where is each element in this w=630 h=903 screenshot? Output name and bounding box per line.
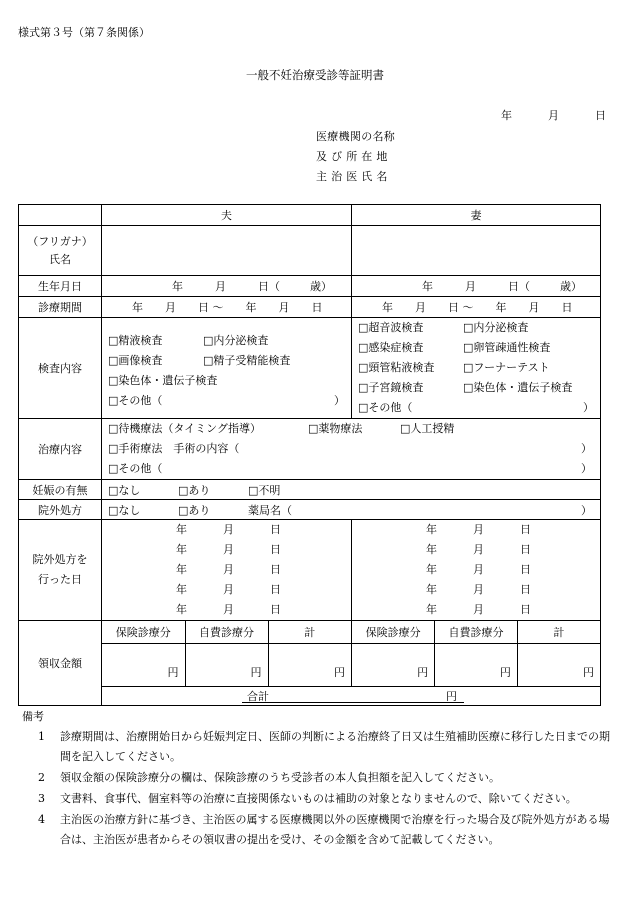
wife-period-field[interactable] [352, 297, 601, 318]
checkbox[interactable] [463, 341, 473, 354]
document-title: 一般不妊治療受診等証明書 [246, 68, 384, 82]
institution-name-label: 医療機関の名称 [316, 130, 396, 143]
pregnancy-option: あり [188, 483, 211, 497]
name-label: 氏名 [49, 252, 71, 266]
checkbox[interactable] [203, 354, 213, 367]
month-unit: 月 [465, 280, 476, 293]
treatment-option-surgery: 手術療法 手術の内容（ [118, 442, 240, 455]
subtotal-fee-field[interactable] [517, 643, 600, 686]
exam-option: 画像検査 [118, 354, 163, 367]
checkbox[interactable] [108, 462, 118, 475]
exam-option: 超音波検査 [368, 321, 424, 334]
month-unit: 月 [473, 523, 484, 536]
yen-unit: 円 [167, 666, 179, 679]
year-unit: 年 [176, 583, 187, 596]
checkbox[interactable] [108, 484, 118, 497]
year-unit: 年 [426, 563, 437, 576]
pregnancy-cell [102, 480, 601, 500]
grand-total-label: 合計 [247, 690, 269, 703]
self-pay-fee-header: 自費診療分 [185, 621, 268, 643]
wife-name-field[interactable] [352, 226, 601, 276]
outside-rx-cell [102, 500, 601, 520]
month-unit: 月 [215, 280, 226, 293]
checkbox[interactable] [108, 504, 118, 517]
insurance-fee-field[interactable] [102, 643, 185, 686]
pregnancy-option: 不明 [258, 483, 281, 497]
age-open: （ [519, 280, 530, 293]
checkbox[interactable] [178, 484, 188, 497]
day-unit: 日 [520, 523, 531, 536]
yen-unit: 円 [334, 666, 345, 679]
fee-label: 領収金額 [19, 621, 102, 706]
exam-option: 染色体・遺伝子検査 [118, 374, 218, 387]
day-unit: 日 [520, 603, 531, 616]
month-unit: 月 [473, 563, 484, 576]
exam-option: 内分泌検査 [473, 321, 529, 334]
outside-rx-dates-label-line1: 院外処方を [32, 553, 88, 566]
notes-heading: 備考 [22, 710, 44, 723]
month-unit: 月 [165, 301, 176, 314]
outside-rx-label: 院外処方 [19, 500, 102, 520]
treatment-option: 薬物療法 [318, 422, 363, 435]
exam-option-other: その他（ [118, 394, 163, 407]
husband-birthdate-field[interactable] [102, 276, 352, 297]
exam-option: 染色体・遺伝子検査 [473, 381, 573, 394]
note-item [24, 727, 612, 767]
insurance-fee-header: 保険診療分 [102, 621, 185, 643]
name-label-cell [19, 226, 102, 276]
year-unit: 年 [422, 280, 433, 293]
date-year-label: 年 [501, 109, 512, 122]
checkbox[interactable] [203, 334, 213, 347]
grand-total-cell[interactable] [102, 687, 601, 706]
month-unit: 月 [473, 603, 484, 616]
husband-rx-dates-cell[interactable] [102, 520, 352, 621]
birthdate-label: 生年月日 [19, 276, 102, 297]
close-paren: ） [581, 503, 592, 517]
treatment-option: 待機療法（タイミング指導） [118, 422, 261, 435]
wife-fee-table [352, 621, 600, 686]
day-unit: 日 [198, 301, 209, 314]
checkbox[interactable] [248, 484, 258, 497]
pregnancy-label: 妊娠の有無 [19, 480, 102, 500]
checkbox[interactable] [108, 394, 118, 407]
year-unit: 年 [132, 301, 143, 314]
checkbox[interactable] [308, 422, 318, 435]
wife-birthdate-field[interactable] [352, 276, 601, 297]
husband-exam-cell [102, 318, 352, 419]
notes-section [24, 708, 612, 850]
month-unit: 月 [278, 301, 290, 314]
insurance-fee-header: 保険診療分 [352, 621, 435, 643]
pregnancy-option: なし [118, 483, 141, 497]
exam-option: フーナーテスト [473, 361, 550, 374]
year-unit: 年 [176, 563, 187, 576]
checkbox[interactable] [463, 361, 473, 374]
wife-fee-cell [352, 621, 601, 687]
month-unit: 月 [223, 603, 234, 616]
note-number: 1 [38, 730, 45, 743]
day-unit: 日 [520, 583, 531, 596]
insurance-fee-field[interactable] [352, 643, 435, 686]
note-text: 文書料、食事代、個室料等の治療に直接関係ないものは補助の対象となりませんので、除いてください。 [60, 792, 577, 805]
exam-option: 子宮鏡検査 [368, 381, 424, 394]
year-unit: 年 [176, 603, 187, 616]
husband-period-field[interactable] [102, 297, 352, 318]
note-number: 2 [38, 771, 45, 784]
exam-option: 内分泌検査 [213, 334, 269, 347]
outside-rx-option: なし [118, 503, 141, 517]
checkbox[interactable] [358, 401, 368, 414]
year-unit: 年 [245, 301, 257, 314]
exam-option: 頸管粘液検査 [368, 361, 435, 374]
checkbox[interactable] [358, 321, 368, 334]
day-unit: 日 [311, 301, 323, 314]
year-unit: 年 [382, 301, 393, 314]
outside-rx-dates-label [19, 520, 102, 621]
day-unit: 日 [270, 603, 281, 616]
note-text: 領収金額の保険診療分の欄は、保険診療のうち受診者の本人負担額を記入してください。 [60, 771, 500, 784]
day-unit: 日 [270, 563, 281, 576]
yen-unit: 円 [583, 666, 594, 679]
treatment-label: 治療内容 [19, 419, 102, 480]
day-unit: 日 [448, 301, 459, 314]
exam-option: 精液検査 [118, 334, 163, 347]
day-unit: 日 [270, 543, 281, 556]
note-item [24, 789, 612, 809]
exam-option: 精子受精能検査 [213, 354, 291, 367]
note-text: 診療期間は、治療開始日から妊娠判定日、医師の判断による治療終了日又は生殖補助医療に移行した日までの期間を記入してください。 [60, 730, 610, 763]
pharmacy-name-label: 薬局名（ [248, 503, 292, 517]
note-number: 4 [38, 813, 45, 826]
age-close: 歳） [310, 280, 332, 293]
certificate-table [18, 204, 601, 706]
self-pay-fee-field[interactable] [185, 643, 268, 686]
checkbox[interactable] [108, 374, 118, 387]
month-unit: 月 [223, 523, 234, 536]
day-unit: 日 [270, 583, 281, 596]
self-pay-fee-header: 自費診療分 [435, 621, 518, 643]
range-tilde: 〜 [212, 301, 224, 314]
subtotal-fee-header: 計 [268, 621, 351, 643]
col-husband-header: 夫 [102, 205, 352, 226]
year-unit: 年 [172, 280, 183, 293]
month-unit: 月 [223, 563, 234, 576]
exam-option: 感染症検査 [368, 341, 424, 354]
checkbox[interactable] [358, 381, 368, 394]
year-unit: 年 [426, 603, 437, 616]
year-unit: 年 [426, 523, 437, 536]
yen-unit: 円 [250, 666, 262, 679]
exam-option: 卵管疎通性検査 [473, 341, 551, 354]
month-unit: 月 [473, 543, 484, 556]
checkbox[interactable] [400, 422, 410, 435]
checkbox[interactable] [358, 361, 368, 374]
year-unit: 年 [495, 301, 507, 314]
outside-rx-option: あり [188, 503, 211, 517]
treatment-option-other: その他（ [118, 462, 163, 475]
grand-total-underline [242, 702, 464, 703]
yen-unit: 円 [499, 666, 511, 679]
note-item [24, 810, 612, 850]
checkbox[interactable] [463, 381, 473, 394]
exam-option-other: その他（ [368, 401, 413, 414]
treatment-option: 人工授精 [410, 422, 455, 435]
checkbox[interactable] [108, 334, 118, 347]
month-unit: 月 [528, 301, 540, 314]
month-unit: 月 [415, 301, 426, 314]
note-number: 3 [38, 792, 45, 805]
close-paren: ） [583, 401, 594, 414]
checkbox[interactable] [178, 504, 188, 517]
year-unit: 年 [426, 583, 437, 596]
subtotal-fee-header: 計 [517, 621, 600, 643]
day-unit: 日 [520, 543, 531, 556]
date-day-label: 日 [595, 109, 606, 122]
note-text: 主治医の治療方針に基づき、主治医の属する医療機関以外の医療機関で治療を行った場合及び院外処方がある場合は、主治医が患者からその領収書の提出を受け、その金額を含めて記載してください。 [60, 813, 610, 846]
age-close: 歳） [560, 280, 582, 293]
outside-rx-dates-label-line2: 行った日 [38, 573, 82, 586]
col-wife-header: 妻 [352, 205, 601, 226]
furigana-label: （フリガナ） [27, 234, 93, 248]
year-unit: 年 [176, 523, 187, 536]
month-unit: 月 [223, 583, 234, 596]
close-paren: ） [581, 462, 592, 475]
day-unit: 日 [258, 280, 269, 293]
husband-fee-cell [102, 621, 352, 687]
wife-exam-cell [352, 318, 601, 419]
day-unit: 日 [520, 563, 531, 576]
year-unit: 年 [426, 543, 437, 556]
day-unit: 日 [270, 523, 281, 536]
grand-total-yen: 円 [446, 690, 457, 703]
day-unit: 日 [561, 301, 573, 314]
year-unit: 年 [176, 543, 187, 556]
date-month-label: 月 [548, 109, 559, 122]
wife-rx-dates-cell[interactable] [352, 520, 601, 621]
checkbox[interactable] [108, 354, 118, 367]
subtotal-fee-field[interactable] [268, 643, 351, 686]
note-item [24, 768, 612, 788]
form-number: 様式第３号（第７条関係） [18, 26, 150, 39]
husband-name-field[interactable] [102, 226, 352, 276]
period-label: 診療期間 [19, 297, 102, 318]
institution-address-label: 及 び 所 在 地 [316, 150, 388, 163]
close-paren: ） [581, 442, 592, 455]
close-paren: ） [334, 394, 345, 407]
husband-fee-table [102, 621, 351, 686]
month-unit: 月 [223, 543, 234, 556]
doctor-name-label: 主 治 医 氏 名 [316, 170, 388, 183]
self-pay-fee-field[interactable] [435, 643, 518, 686]
exam-label: 検査内容 [19, 318, 102, 419]
checkbox[interactable] [108, 442, 118, 455]
checkbox[interactable] [463, 321, 473, 334]
checkbox[interactable] [108, 422, 118, 435]
checkbox[interactable] [358, 341, 368, 354]
yen-unit: 円 [417, 666, 429, 679]
range-tilde: 〜 [462, 301, 474, 314]
age-open: （ [269, 280, 280, 293]
corner-cell [19, 205, 102, 226]
month-unit: 月 [473, 583, 484, 596]
issue-date [501, 107, 606, 123]
treatment-cell [102, 419, 601, 480]
day-unit: 日 [508, 280, 519, 293]
